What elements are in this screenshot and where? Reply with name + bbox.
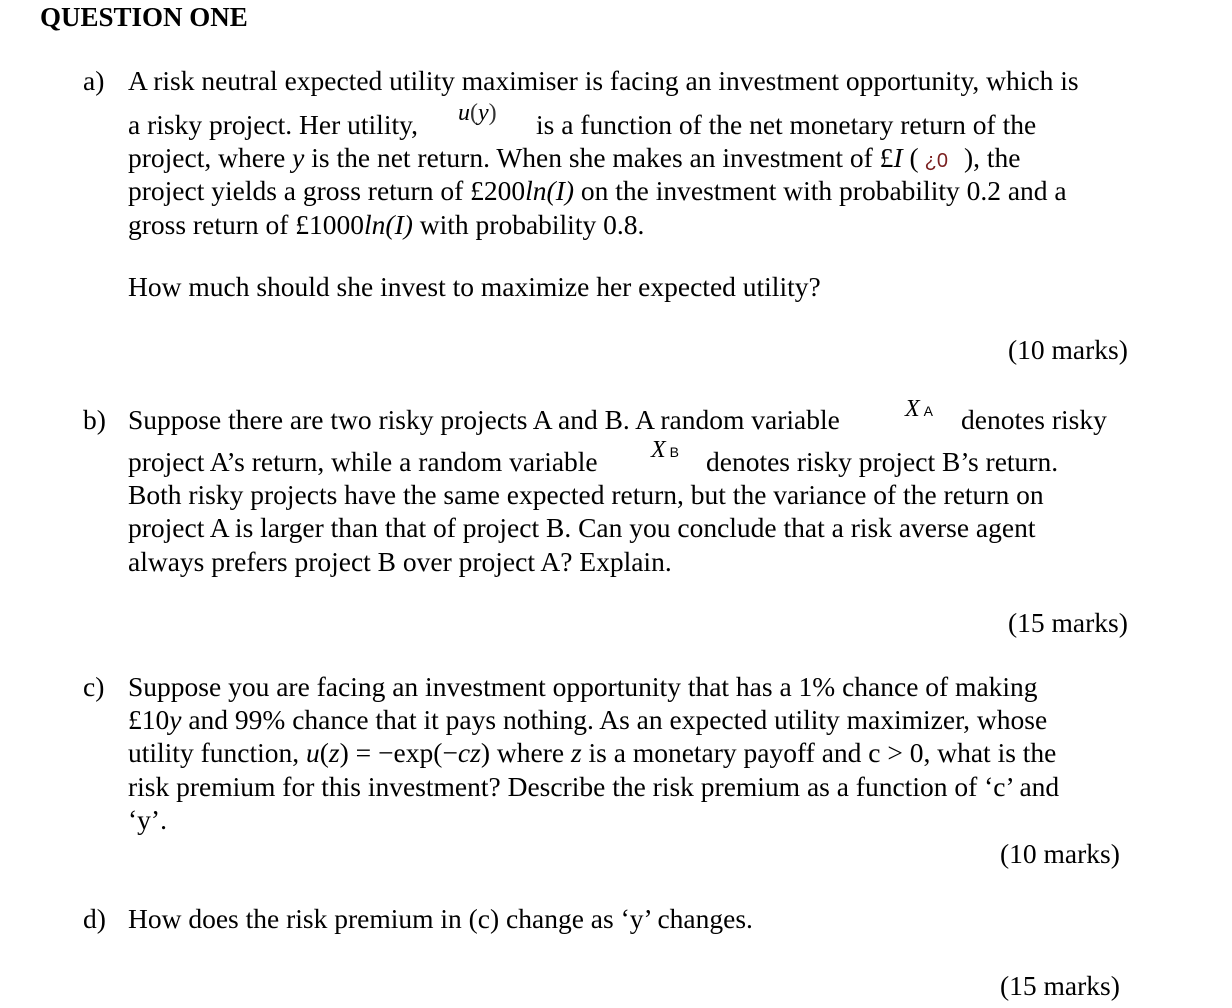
a-question: How much should she invest to maximize her expected utility?: [128, 271, 821, 302]
a-line-3: project, where y is the net return. When she makes an investment of £I ( ¿0 ), the: [128, 142, 1021, 173]
a-line-2b: is a function of the net monetary return of the: [536, 109, 1037, 140]
b-line-2a: project A’s return, while a random variable: [128, 446, 598, 477]
page-title: QUESTION ONE: [40, 2, 248, 32]
c-marks: (10 marks): [1000, 838, 1120, 869]
a-line-1: A risk neutral expected utility maximiser is facing an investment opportunity, which is: [128, 65, 1079, 96]
b-line-1b: denotes risky: [961, 404, 1107, 435]
a-line-5: gross return of £1000ln(I) with probability 0.8.: [128, 209, 645, 240]
b-line-2b: denotes risky project B’s return.: [706, 446, 1059, 477]
a-line-2a: a risky project. Her utility,: [128, 109, 418, 140]
b-line-3: Both risky projects have the same expected return, but the variance of the return on: [128, 479, 1044, 510]
c-line-1: Suppose you are facing an investment opportunity that has a 1% chance of making: [128, 671, 1038, 702]
greater-than-zero-glyph: ¿0: [924, 150, 948, 172]
d-line-1: How does the risk premium in (c) change as ‘y’ changes.: [128, 903, 753, 934]
part-d-label: d): [83, 903, 106, 934]
b-marks: (15 marks): [1008, 607, 1128, 638]
c-line-3: utility function, u(z) = −exp(−cz) where z is a monetary payoff and c > 0, what is the: [128, 737, 1057, 768]
c-line-4: risk premium for this investment? Describe the risk premium as a function of ‘c’ and: [128, 771, 1060, 802]
b-line-5: always prefers project B over project A? Explain.: [128, 546, 672, 577]
b-line-1a: Suppose there are two risky projects A and B. A random variable: [128, 404, 840, 435]
utility-formula: u(y): [458, 100, 497, 126]
part-a-label: a): [83, 65, 105, 96]
c-line-5: ‘y’.: [128, 804, 167, 835]
x-a-symbol: X A: [905, 396, 934, 422]
a-line-4: project yields a gross return of £200ln(I) on the investment with probability 0.2 and a: [128, 175, 1067, 206]
c-line-2: £10y and 99% chance that it pays nothing. As an expected utility maximizer, whose: [128, 704, 1048, 735]
d-marks: (15 marks): [1000, 970, 1120, 1001]
part-c-label: c): [83, 671, 105, 702]
x-b-symbol: X B: [651, 437, 680, 463]
b-line-4: project A is larger than that of project B. Can you conclude that a risk averse agent: [128, 512, 1036, 543]
part-b-label: b): [83, 404, 106, 435]
a-marks: (10 marks): [1008, 334, 1128, 365]
